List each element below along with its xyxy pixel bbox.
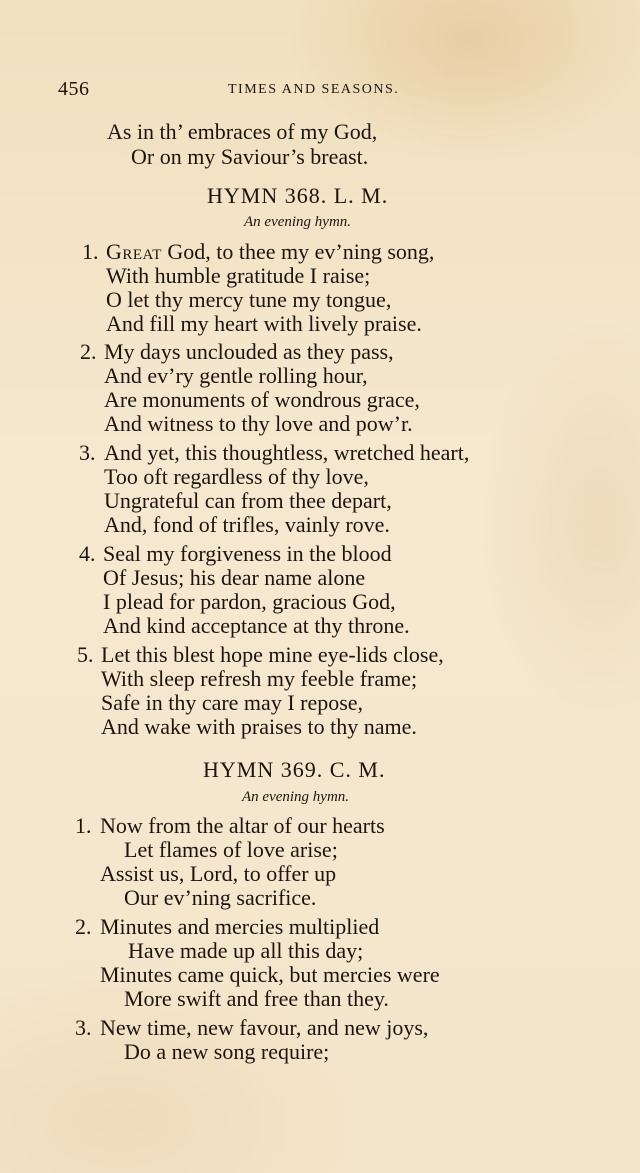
verse-line: Now from the altar of our hearts — [100, 813, 385, 838]
verse-line — [106, 240, 434, 264]
verse-line: And kind acceptance at thy throne. — [103, 613, 410, 638]
verse-line: And ev’ry gentle rolling hour, — [104, 363, 368, 388]
verse-line: With sleep refresh my feeble frame; — [101, 666, 418, 691]
verse-line: Too oft regardless of thy love, — [104, 464, 369, 489]
verse-line: Have made up all this day; — [128, 938, 364, 963]
stanza-number: 1. — [82, 239, 99, 264]
verse-line: And fill my heart with lively praise. — [106, 311, 422, 336]
stanza-number: 3. — [75, 1015, 92, 1040]
verse-line: Let flames of love arise; — [124, 837, 338, 862]
verse-line: Let this blest hope mine eye-lids close, — [101, 642, 444, 667]
verse-line: Do a new song require; — [124, 1039, 330, 1064]
verse-line: New time, new favour, and new joys, — [100, 1015, 429, 1040]
verse-line: Are monuments of wondrous grace, — [104, 387, 420, 412]
stanza-number: 4. — [79, 541, 96, 566]
verse-line: My days unclouded as they pass, — [104, 339, 394, 364]
drop-word: Great — [106, 239, 162, 264]
verse-line-rest: God, to thee my ev’ning song, — [161, 239, 435, 264]
hymn-subtitle: An evening hymn. — [244, 214, 352, 230]
stanza-number: 2. — [80, 339, 97, 364]
verse-line: And witness to thy love and pow’r. — [104, 411, 413, 436]
verse-line: Assist us, Lord, to offer up — [100, 861, 337, 886]
verse-line: And, fond of trifles, vainly rove. — [104, 512, 390, 537]
verse-line: With humble gratitude I raise; — [106, 263, 371, 288]
verse-line: Our ev’ning sacrifice. — [124, 885, 317, 910]
page-number: 456 — [58, 78, 90, 100]
stanza-number: 1. — [75, 813, 92, 838]
verse-line: And yet, this thoughtless, wretched heart, — [104, 440, 470, 465]
hymn-title: HYMN 368. L. M. — [207, 183, 389, 208]
verse-line: And wake with praises to thy name. — [101, 714, 417, 739]
verse-line: Safe in thy care may I repose, — [101, 690, 364, 715]
verse-line: Or on my Saviour’s breast. — [131, 144, 369, 169]
hymn-title: HYMN 369. C. M. — [203, 757, 386, 782]
stanza-number: 5. — [77, 642, 94, 667]
verse-line: O let thy mercy tune my tongue, — [106, 287, 392, 312]
verse-line: As in th’ embraces of my God, — [107, 119, 378, 144]
hymn-subtitle: An evening hymn. — [242, 789, 350, 805]
verse-line: More swift and free than they. — [124, 986, 389, 1011]
page-header — [58, 78, 558, 102]
verse-line: Minutes and mercies multiplied — [100, 914, 380, 939]
verse-line: Seal my forgiveness in the blood — [103, 541, 392, 566]
stanza-number: 2. — [75, 914, 92, 939]
verse-line: Minutes came quick, but mercies were — [100, 962, 440, 987]
running-head: TIMES AND SEASONS. — [228, 82, 400, 97]
verse-line: I plead for pardon, gracious God, — [103, 589, 396, 614]
verse-line: Ungrateful can from thee depart, — [104, 488, 392, 513]
stanza-number: 3. — [79, 440, 96, 465]
verse-line: Of Jesus; his dear name alone — [103, 565, 366, 590]
